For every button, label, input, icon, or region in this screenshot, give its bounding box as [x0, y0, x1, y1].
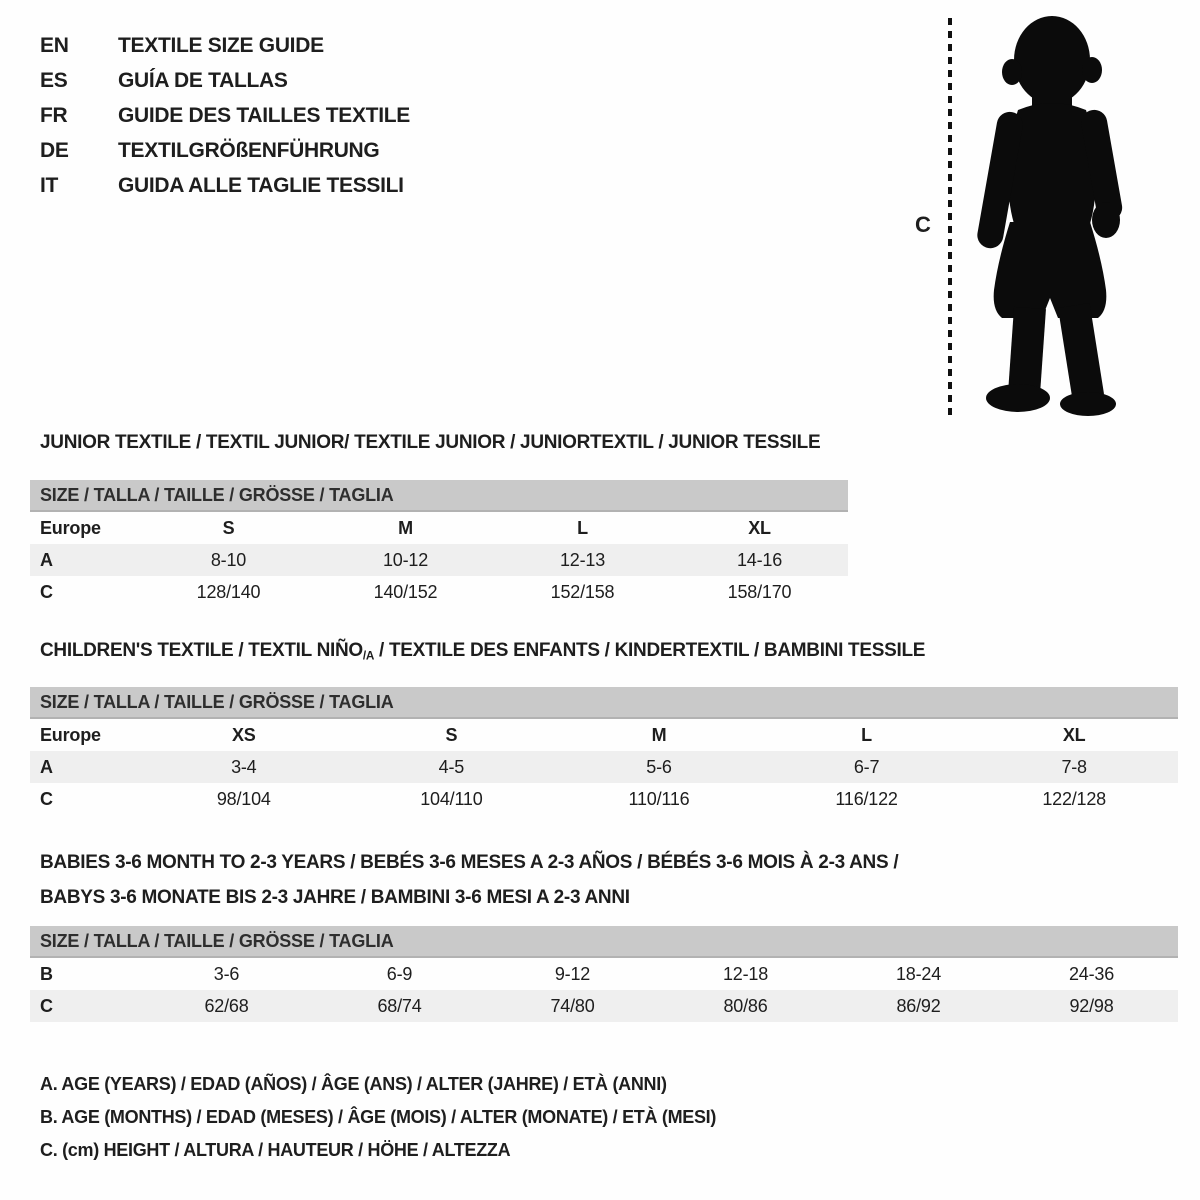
- table-cell: XS: [231, 724, 256, 745]
- table-cell: 80/86: [723, 995, 768, 1016]
- table-cell: 110/116: [628, 788, 690, 809]
- babies-heading-line1: BABIES 3-6 MONTH TO 2-3 YEARS / BEBÉS 3-6 MESES A 2-3 AÑOS / BÉBÉS 3-6 MOIS À 2-3 ANS /: [40, 852, 899, 873]
- table-cell: 5-6: [646, 756, 672, 777]
- table-cell: 92/98: [1069, 995, 1114, 1016]
- table-cell: 98/104: [216, 788, 271, 809]
- legend-line-a: A. AGE (YEARS) / EDAD (AÑOS) / ÂGE (ANS) / ALTER (JAHRE) / ETÀ (ANNI): [40, 1074, 667, 1094]
- legend-line-c: C. (cm) HEIGHT / ALTURA / HAUTEUR / HÖHE / ALTEZZA: [40, 1140, 511, 1160]
- table-cell: 14-16: [736, 549, 783, 570]
- baby-silhouette: [960, 12, 1140, 416]
- table-cell: 158/170: [727, 581, 792, 602]
- babies-heading-line2: BABYS 3-6 MONATE BIS 2-3 JAHRE / BAMBINI 3-6 MESI A 2-3 ANNI: [40, 887, 630, 908]
- lang-row-it: [40, 174, 410, 209]
- junior-section-heading: JUNIOR TEXTILE / TEXTIL JUNIOR/ TEXTILE JUNIOR / JUNIORTEXTIL / JUNIOR TESSILE: [40, 432, 821, 453]
- babies-size-table: [30, 926, 1178, 1022]
- table-row: [30, 544, 848, 576]
- legend: [40, 1068, 716, 1167]
- language-title-list: [40, 34, 410, 209]
- table-cell: 8-10: [210, 549, 247, 570]
- height-marker-label: C: [915, 212, 931, 237]
- row-label: B: [40, 963, 53, 984]
- lang-code: FR: [40, 104, 68, 127]
- table-cell: 12-13: [559, 549, 606, 570]
- table-cell: L: [577, 517, 588, 538]
- table-cell: 128/140: [196, 581, 261, 602]
- babies-section-heading: [40, 845, 898, 915]
- lang-code: EN: [40, 34, 69, 57]
- table-row: [30, 783, 1178, 815]
- table-cell: 152/158: [550, 581, 615, 602]
- table-cell: XL: [1062, 724, 1086, 745]
- table-cell: 68/74: [377, 995, 422, 1016]
- table-cell: L: [861, 724, 872, 745]
- table-cell: 4-5: [438, 756, 465, 777]
- table-cell: 122/128: [1042, 788, 1106, 809]
- babies-table-body: [30, 958, 1178, 1022]
- row-label: C: [40, 995, 53, 1016]
- lang-row-de: [40, 139, 410, 174]
- table-cell: M: [651, 724, 667, 745]
- table-cell: 3-6: [213, 963, 240, 984]
- table-cell: 18-24: [895, 963, 942, 984]
- row-label: C: [40, 581, 53, 602]
- table-row: [30, 958, 1178, 990]
- table-cell: XL: [748, 517, 771, 538]
- table-cell: 12-18: [722, 963, 769, 984]
- table-cell: 62/68: [204, 995, 249, 1016]
- lang-code: IT: [40, 174, 59, 197]
- children-section-heading: [40, 640, 925, 662]
- children-size-table: [30, 687, 1178, 815]
- lang-title: GUÍA DE TALLAS: [118, 69, 288, 92]
- children-heading-text: CHILDREN'S TEXTILE / TEXTIL NIÑO: [40, 640, 363, 661]
- junior-size-header-bar: SIZE / TALLA / TAILLE / GRÖSSE / TAGLIA: [30, 480, 848, 512]
- table-cell: 7-8: [1061, 756, 1087, 777]
- row-label: A: [40, 756, 53, 777]
- children-heading-subscript: /A: [362, 649, 375, 663]
- lang-code: DE: [40, 139, 69, 162]
- table-cell: 6-7: [853, 756, 880, 777]
- table-cell: 10-12: [382, 549, 429, 570]
- table-cell: 24-36: [1068, 963, 1115, 984]
- table-row: [30, 990, 1178, 1022]
- table-cell: 140/152: [373, 581, 438, 602]
- table-cell: 116/122: [835, 788, 898, 809]
- table-cell: 6-9: [386, 963, 413, 984]
- lang-title: TEXTILGRÖßENFÜHRUNG: [118, 139, 380, 162]
- table-cell: M: [398, 517, 413, 538]
- junior-table-body: [30, 512, 848, 608]
- height-dashed-line: [948, 18, 952, 416]
- table-row: [30, 751, 1178, 783]
- table-cell: 9-12: [554, 963, 591, 984]
- table-cell: 86/92: [896, 995, 941, 1016]
- table-cell: 104/110: [420, 788, 483, 809]
- children-heading-text: / TEXTILE DES ENFANTS / KINDERTEXTIL / BAMBINI TESSILE: [374, 640, 926, 661]
- row-label: C: [40, 788, 53, 809]
- table-cell: 3-4: [231, 756, 257, 777]
- lang-title: TEXTILE SIZE GUIDE: [118, 34, 324, 57]
- table-cell: S: [445, 724, 458, 745]
- lang-title: GUIDE DES TAILLES TEXTILE: [118, 104, 410, 127]
- lang-row-en: [40, 34, 410, 69]
- children-size-header-bar: SIZE / TALLA / TAILLE / GRÖSSE / TAGLIA: [30, 687, 1178, 719]
- row-label: Europe: [40, 517, 101, 538]
- table-cell: 74/80: [550, 995, 595, 1016]
- table-cell: S: [222, 517, 235, 538]
- lang-row-fr: [40, 104, 410, 139]
- children-table-body: [30, 719, 1178, 815]
- babies-size-header-bar: SIZE / TALLA / TAILLE / GRÖSSE / TAGLIA: [30, 926, 1178, 958]
- lang-row-es: [40, 69, 410, 104]
- lang-code: ES: [40, 69, 68, 92]
- table-row: [30, 512, 848, 544]
- row-label: A: [40, 549, 53, 570]
- legend-line-b: B. AGE (MONTHS) / EDAD (MESES) / ÂGE (MOIS) / ALTER (MONATE) / ETÀ (MESI): [40, 1107, 717, 1127]
- row-label: Europe: [40, 724, 101, 745]
- table-row: [30, 576, 848, 608]
- table-row: [30, 719, 1178, 751]
- junior-size-table: [30, 480, 848, 608]
- lang-title: GUIDA ALLE TAGLIE TESSILI: [118, 174, 404, 197]
